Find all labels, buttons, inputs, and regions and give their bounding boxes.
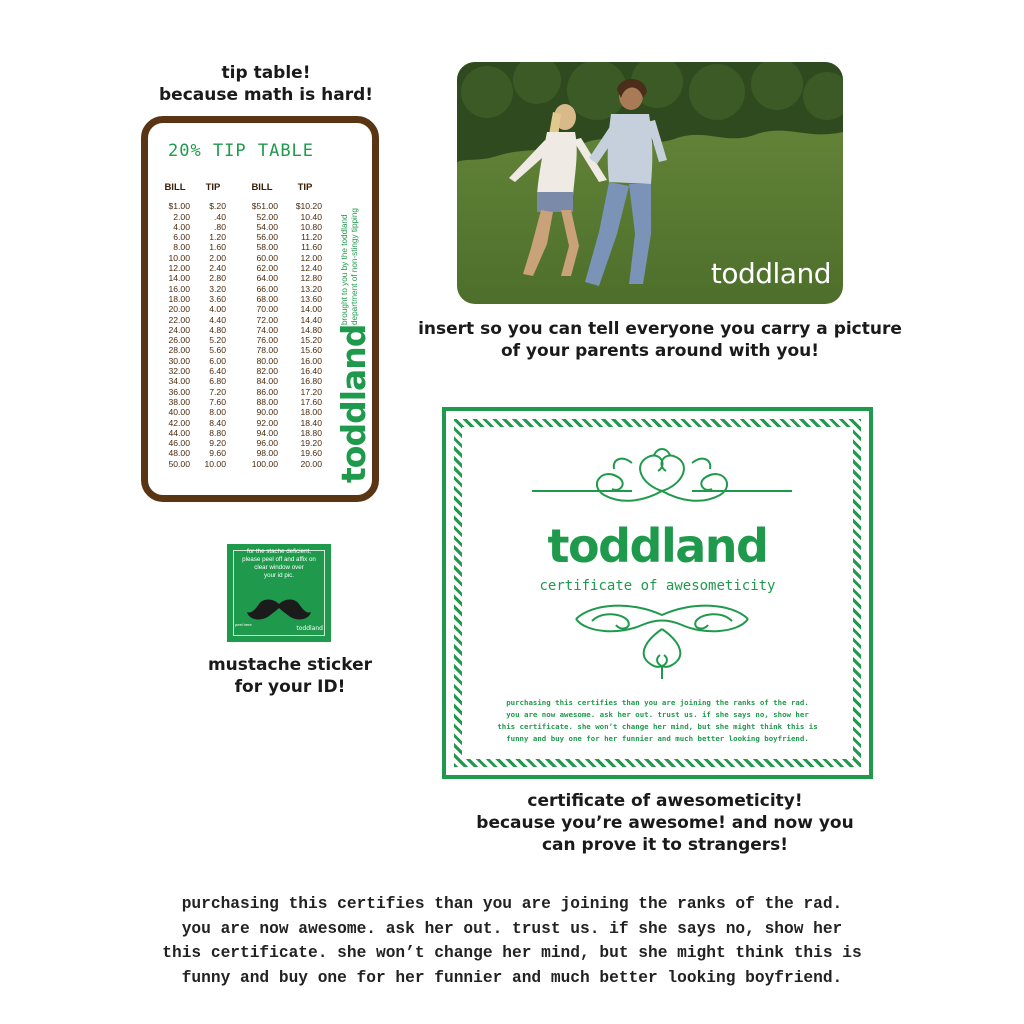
- table-cell: 6.40: [209, 366, 226, 377]
- table-cell: 11.60: [301, 242, 322, 253]
- table-cell: 14.40: [300, 314, 322, 325]
- table-cell: 4.00: [209, 304, 226, 315]
- table-cell: 5.60: [209, 345, 226, 356]
- table-cell: 6.00: [209, 355, 226, 366]
- mustache-icon: [247, 596, 311, 622]
- table-cell: 74.00: [256, 324, 278, 335]
- table-cell: 62.00: [256, 263, 278, 274]
- sticker-instructions: [227, 548, 331, 580]
- table-cell: 18.40: [300, 417, 322, 428]
- sticker-line: clear window over: [254, 564, 304, 571]
- bill-column-2: [246, 183, 278, 469]
- table-cell: 48.00: [168, 448, 190, 459]
- certificate-body-line: purchasing this certifies than you are joining the ranks of the rad.: [506, 698, 809, 707]
- table-cell: 14.00: [168, 273, 190, 284]
- table-cell: 9.20: [209, 438, 226, 449]
- peel-here-label: peel here: [235, 622, 252, 627]
- column-values: [200, 201, 226, 469]
- table-cell: 2.00: [209, 252, 226, 263]
- sticker-caption: [160, 654, 420, 698]
- sticker-brand: toddland: [296, 625, 323, 632]
- table-cell: 44.00: [168, 427, 190, 438]
- column-values: [288, 201, 322, 469]
- table-cell: 98.00: [256, 448, 278, 459]
- table-cell: $51.00: [251, 201, 278, 212]
- table-cell: 4.80: [209, 324, 226, 335]
- table-cell: $.20: [209, 201, 226, 212]
- table-cell: 12.00: [168, 263, 190, 274]
- tip-table-card: [141, 116, 379, 502]
- certificate-body-line: funny and buy one for her funnier and much better looking boyfriend.: [506, 734, 809, 743]
- table-cell: 8.00: [209, 407, 226, 418]
- table-cell: 15.20: [300, 335, 322, 346]
- table-cell: 38.00: [168, 396, 190, 407]
- photo-caption: [380, 318, 940, 362]
- table-cell: 16.00: [168, 283, 190, 294]
- table-cell: 94.00: [256, 427, 278, 438]
- flourish-top-ornament: [532, 445, 792, 515]
- description-line: you are now awesome. ask her out. trust us. if she says no, show her: [181, 919, 843, 938]
- table-cell: 76.00: [256, 335, 278, 346]
- table-cell: 72.00: [256, 314, 278, 325]
- table-cell: .80: [214, 221, 226, 232]
- table-cell: 8.40: [209, 417, 226, 428]
- table-cell: 60.00: [256, 252, 278, 263]
- table-cell: 13.20: [300, 283, 322, 294]
- caption-line: because math is hard!: [159, 85, 373, 105]
- table-cell: 78.00: [256, 345, 278, 356]
- table-cell: 7.60: [209, 396, 226, 407]
- table-cell: 86.00: [256, 386, 278, 397]
- table-cell: 10.40: [300, 211, 322, 222]
- bill-column-1: [160, 183, 190, 469]
- table-cell: 2.00: [173, 211, 190, 222]
- table-cell: 1.60: [209, 242, 226, 253]
- certificate-subtitle: certificate of awesometicity: [539, 578, 776, 594]
- caption-line: can prove it to strangers!: [541, 835, 789, 855]
- table-cell: 18.00: [168, 293, 190, 304]
- table-cell: 2.40: [209, 263, 226, 274]
- table-cell: 10.00: [168, 252, 190, 263]
- table-cell: 15.60: [300, 345, 322, 356]
- table-cell: 19.60: [300, 448, 322, 459]
- tip-card-department: [340, 208, 360, 325]
- column-values: [246, 201, 278, 469]
- tip-column-1: [200, 183, 226, 469]
- caption-line: mustache sticker: [207, 655, 373, 675]
- column-values: [160, 201, 190, 469]
- table-cell: 19.20: [300, 438, 322, 449]
- table-cell: 4.00: [173, 221, 190, 232]
- mustache-sticker: [227, 544, 331, 642]
- table-cell: 13.60: [300, 293, 322, 304]
- table-cell: 96.00: [256, 438, 278, 449]
- caption-line: certificate of awesometicity!: [527, 791, 803, 811]
- table-cell: 70.00: [256, 304, 278, 315]
- certificate: [442, 407, 873, 779]
- table-cell: 42.00: [168, 417, 190, 428]
- table-cell: 12.00: [300, 252, 322, 263]
- table-cell: 3.20: [209, 283, 226, 294]
- caption-line: tip table!: [221, 63, 311, 83]
- table-cell: 20.00: [168, 304, 190, 315]
- table-cell: 80.00: [256, 355, 278, 366]
- certificate-body-line: this certificate. she won’t change her mind, but she might think this is: [497, 722, 818, 731]
- caption-line: insert so you can tell everyone you carry a picture: [418, 319, 902, 339]
- table-cell: 26.00: [168, 335, 190, 346]
- tip-column-2: [288, 183, 322, 469]
- table-cell: 20.00: [300, 458, 322, 469]
- table-cell: 30.00: [168, 355, 190, 366]
- column-header: TIP: [297, 182, 313, 193]
- table-cell: 40.00: [168, 407, 190, 418]
- photo-brand: toddland: [710, 257, 831, 290]
- dept-line: department of non-stingy tipping: [350, 208, 359, 325]
- table-cell: 32.00: [168, 366, 190, 377]
- caption-line: for your ID!: [234, 677, 346, 697]
- table-cell: 16.40: [300, 366, 322, 377]
- table-cell: 68.00: [256, 293, 278, 304]
- flourish-bottom-ornament: [572, 599, 752, 681]
- table-cell: 28.00: [168, 345, 190, 356]
- table-cell: 84.00: [256, 376, 278, 387]
- caption-line: of your parents around with you!: [500, 341, 820, 361]
- parents-photo: [457, 62, 843, 304]
- table-cell: 34.00: [168, 376, 190, 387]
- dept-line: brought to you by the toddland: [340, 214, 349, 325]
- table-cell: 6.80: [209, 376, 226, 387]
- sticker-line: please peel off and affix on: [242, 556, 316, 563]
- sticker-line: for the stache deficient,: [247, 548, 311, 555]
- table-cell: 7.20: [209, 386, 226, 397]
- description-line: funny and buy one for her funnier and much better looking boyfriend.: [181, 968, 843, 987]
- table-cell: 16.00: [300, 355, 322, 366]
- table-cell: 52.00: [256, 211, 278, 222]
- caption-line: because you’re awesome! and now you: [476, 813, 854, 833]
- table-cell: 100.00: [251, 458, 278, 469]
- table-cell: 54.00: [256, 221, 278, 232]
- table-cell: .40: [214, 211, 226, 222]
- table-cell: 56.00: [256, 232, 278, 243]
- description-line: purchasing this certifies than you are joining the ranks of the rad.: [181, 895, 843, 913]
- column-header: TIP: [205, 182, 221, 193]
- table-cell: 6.00: [173, 232, 190, 243]
- table-cell: 18.80: [300, 427, 322, 438]
- tip-table-caption: [141, 62, 391, 106]
- table-cell: 58.00: [256, 242, 278, 253]
- table-cell: 24.00: [168, 324, 190, 335]
- certificate-inner: [462, 427, 853, 759]
- certificate-brand: toddland: [547, 519, 768, 573]
- certificate-caption: [432, 790, 898, 856]
- table-cell: 12.80: [300, 273, 322, 284]
- table-cell: 36.00: [168, 386, 190, 397]
- table-cell: 82.00: [256, 366, 278, 377]
- sticker-line: your id pic.: [264, 572, 294, 579]
- description-line: this certificate. she won’t change her mind, but she might think this is: [162, 944, 862, 962]
- table-cell: $10.20: [295, 201, 322, 212]
- table-cell: 10.00: [204, 458, 226, 469]
- table-cell: 10.80: [300, 221, 322, 232]
- table-cell: 66.00: [256, 283, 278, 294]
- table-cell: 64.00: [256, 273, 278, 284]
- table-cell: 46.00: [168, 438, 190, 449]
- table-cell: 90.00: [256, 407, 278, 418]
- table-cell: 88.00: [256, 396, 278, 407]
- description-paragraph: [0, 892, 1024, 990]
- column-header: BILL: [164, 182, 186, 193]
- table-cell: 8.80: [209, 427, 226, 438]
- table-cell: 18.00: [300, 407, 322, 418]
- table-cell: 2.80: [209, 273, 226, 284]
- table-cell: 17.20: [300, 386, 322, 397]
- table-cell: 8.00: [173, 242, 190, 253]
- table-cell: 22.00: [168, 314, 190, 325]
- table-cell: 92.00: [256, 417, 278, 428]
- table-cell: 4.40: [209, 314, 226, 325]
- table-cell: $1.00: [168, 201, 190, 212]
- table-cell: 1.20: [209, 232, 226, 243]
- table-cell: 3.60: [209, 293, 226, 304]
- table-cell: 5.20: [209, 335, 226, 346]
- table-cell: 12.40: [300, 263, 322, 274]
- column-header: BILL: [251, 182, 273, 193]
- tip-table-title: 20% TIP TABLE: [167, 141, 315, 161]
- table-cell: 50.00: [168, 458, 190, 469]
- table-cell: 16.80: [300, 376, 322, 387]
- certificate-body-line: you are now awesome. ask her out. trust us. if she says no, show her: [506, 710, 809, 719]
- tip-card-brand: toddland: [334, 324, 373, 483]
- table-cell: 11.20: [301, 232, 322, 243]
- table-cell: 14.00: [300, 304, 322, 315]
- table-cell: 17.60: [300, 396, 322, 407]
- table-cell: 14.80: [300, 324, 322, 335]
- certificate-body: [462, 697, 853, 745]
- table-cell: 9.60: [209, 448, 226, 459]
